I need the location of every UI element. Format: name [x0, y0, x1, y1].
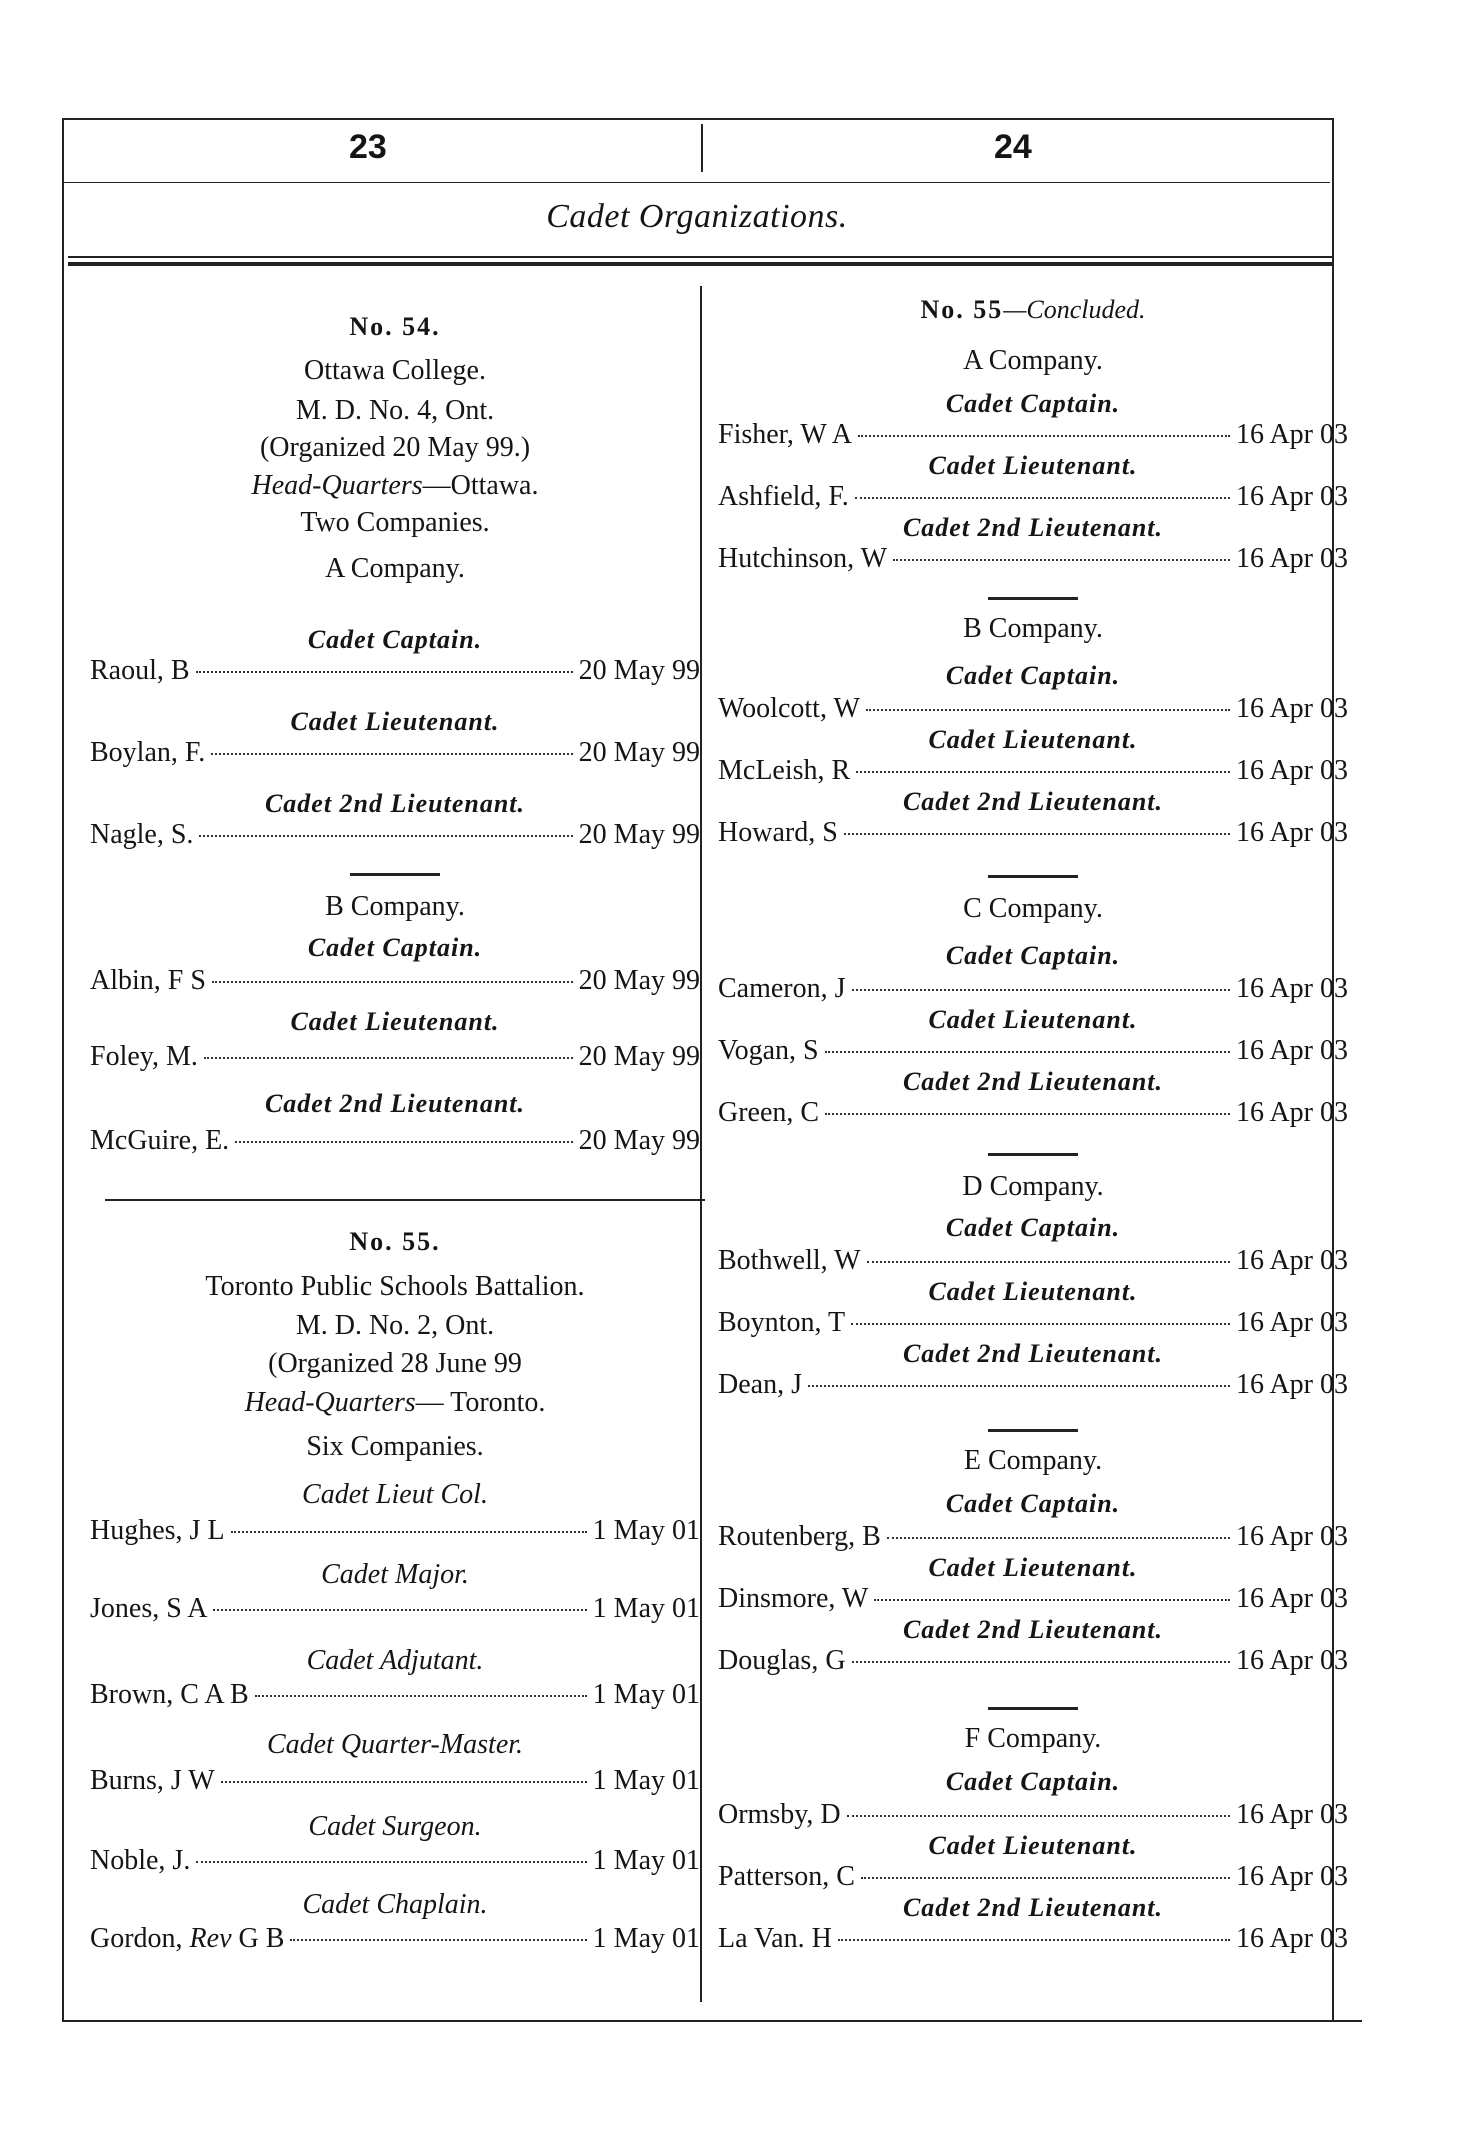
no55-hq-value: — Toronto. — [415, 1387, 546, 1418]
appointment-date: 16 Apr 03 — [1236, 1923, 1348, 1954]
appointment-date: 1 May 01 — [592, 1845, 700, 1876]
cadet-name: Bothwell, W — [718, 1245, 861, 1276]
roster-entry — [718, 1369, 1348, 1401]
roster-entry — [90, 1125, 700, 1157]
dot-leader — [212, 981, 573, 983]
no55-concluded-heading — [718, 295, 1348, 325]
roster-entry — [718, 1799, 1348, 1831]
appointment-date: 16 Apr 03 — [1236, 419, 1348, 450]
company-title: F Company. — [964, 1723, 1102, 1754]
no55-heading: No. 55. — [349, 1227, 441, 1256]
cadet-name: Ormsby, D — [718, 1799, 841, 1830]
roster-entry — [718, 817, 1348, 849]
section-divider — [988, 1707, 1078, 1710]
section-separator — [105, 1199, 705, 1201]
section-divider — [350, 873, 440, 876]
roster-entry — [90, 1679, 700, 1711]
dot-leader — [199, 835, 572, 837]
no54-b-company-title: B Company. — [325, 891, 465, 922]
no55-companies: Six Companies. — [306, 1431, 484, 1462]
page-number-header — [64, 120, 1330, 183]
roster-entry — [718, 1923, 1348, 1955]
roster-entry — [90, 1515, 700, 1547]
roster-entry — [718, 481, 1348, 513]
title-double-rule — [68, 256, 1332, 266]
rank-label: Cadet Lieutenant. — [928, 1831, 1138, 1860]
no54-hq-label: Head-Quarters — [251, 470, 423, 501]
appointment-date: 16 Apr 03 — [1236, 1097, 1348, 1128]
cadet-name-surname: Gordon, — [90, 1923, 190, 1954]
rank-label: Cadet Lieut Col. — [302, 1479, 488, 1510]
cadet-name: Noble, J. — [90, 1845, 191, 1876]
company-title: D Company. — [962, 1171, 1104, 1202]
rank-label: Cadet Lieutenant. — [928, 1005, 1138, 1034]
appointment-date: 16 Apr 03 — [1236, 481, 1348, 512]
rank-label: Cadet Lieutenant. — [928, 1553, 1138, 1582]
roster-entry — [90, 1765, 700, 1797]
rank-label: Cadet Captain. — [945, 389, 1121, 418]
roster-entry — [718, 973, 1348, 1005]
no54-hq-value: —Ottawa. — [422, 470, 539, 501]
appointment-date: 20 May 99 — [578, 737, 700, 768]
dot-leader — [196, 1861, 586, 1863]
rank-label: Cadet Captain. — [307, 933, 483, 962]
rank-label: Cadet Major. — [321, 1559, 469, 1590]
cadet-name: Albin, F S — [90, 965, 206, 996]
dot-leader — [855, 497, 1230, 499]
appointment-date: 20 May 99 — [578, 1041, 700, 1072]
roster-entry — [718, 543, 1348, 575]
cadet-name: Woolcott, W — [718, 693, 860, 724]
rank-label: Cadet 2nd Lieutenant. — [902, 1339, 1164, 1368]
dot-leader — [887, 1537, 1230, 1539]
rank-label: Cadet Lieutenant. — [928, 451, 1138, 480]
dot-leader — [196, 671, 573, 673]
appointment-date: 16 Apr 03 — [1236, 1861, 1348, 1892]
section-divider — [988, 597, 1078, 600]
dot-leader — [825, 1113, 1230, 1115]
appointment-date: 16 Apr 03 — [1236, 1583, 1348, 1614]
cadet-name: Jones, S A — [90, 1593, 208, 1624]
roster-entry — [718, 1583, 1348, 1615]
roster-entry — [90, 965, 700, 997]
roster-entry — [90, 1041, 700, 1073]
page-number-divider — [701, 124, 703, 172]
cadet-name: Ashfield, F. — [718, 481, 849, 512]
rank-label: Cadet Captain. — [307, 625, 483, 654]
page-title: Cadet Organizations. — [546, 198, 848, 235]
roster-entry — [718, 1861, 1348, 1893]
cadet-name: Foley, M. — [90, 1041, 198, 1072]
rank-label: Cadet Captain. — [945, 1767, 1121, 1796]
rank-label: Cadet Surgeon. — [308, 1811, 482, 1842]
rank-label: Cadet Captain. — [945, 1213, 1121, 1242]
roster-entry — [90, 1845, 700, 1877]
cadet-name: Vogan, S — [718, 1035, 819, 1066]
cadet-name — [90, 1923, 284, 1955]
bottom-rule — [62, 2020, 1362, 2022]
roster-entry — [718, 1521, 1348, 1553]
right-page-number: 24 — [994, 128, 1032, 166]
appointment-date: 20 May 99 — [578, 965, 700, 996]
no55-name: Toronto Public Schools Battalion. — [205, 1271, 585, 1302]
company-title: B Company. — [963, 613, 1103, 644]
appointment-date: 1 May 01 — [592, 1923, 700, 1954]
rank-label: Cadet 2nd Lieutenant. — [902, 513, 1164, 542]
dot-leader — [858, 435, 1230, 437]
cadet-name: Douglas, G — [718, 1645, 846, 1676]
appointment-date: 1 May 01 — [592, 1593, 700, 1624]
rank-label: Cadet Lieutenant. — [928, 725, 1138, 754]
dot-leader — [867, 1261, 1230, 1263]
appointment-date: 16 Apr 03 — [1236, 1307, 1348, 1338]
rank-label: Cadet 2nd Lieutenant. — [902, 787, 1164, 816]
rank-label: Cadet 2nd Lieutenant. — [902, 1067, 1164, 1096]
cadet-name: McGuire, E. — [90, 1125, 230, 1156]
section-divider — [988, 1153, 1078, 1156]
section-divider — [988, 1429, 1078, 1432]
dot-leader — [866, 709, 1230, 711]
rank-label: Cadet 2nd Lieutenant. — [264, 789, 526, 818]
cadet-name-title: Rev — [189, 1923, 232, 1954]
cadet-name: Boynton, T — [718, 1307, 846, 1338]
no55-concluded-number: No. 55 — [920, 295, 1004, 324]
rank-label: Cadet Adjutant. — [306, 1645, 484, 1676]
rank-label: Cadet Captain. — [945, 941, 1121, 970]
cadet-name: Brown, C A B — [90, 1679, 249, 1710]
dot-leader — [852, 989, 1230, 991]
dot-leader — [290, 1939, 586, 1941]
company-title: E Company. — [963, 1445, 1103, 1476]
rank-label: Cadet 2nd Lieutenant. — [264, 1089, 526, 1118]
rank-label: Cadet Lieutenant. — [290, 707, 500, 736]
roster-entry — [718, 1097, 1348, 1129]
roster-entry — [90, 737, 700, 769]
no54-organized: (Organized 20 May 99.) — [259, 432, 531, 463]
cadet-name: Raoul, B — [90, 655, 190, 686]
roster-entry — [718, 1035, 1348, 1067]
appointment-date: 16 Apr 03 — [1236, 1369, 1348, 1400]
cadet-name: Nagle, S. — [90, 819, 194, 850]
dot-leader — [844, 833, 1230, 835]
cadet-name-initials: G B — [231, 1923, 285, 1954]
cadet-name: Dean, J — [718, 1369, 802, 1400]
cadet-name: La Van. H — [718, 1923, 832, 1954]
roster-entry — [90, 655, 700, 687]
appointment-date: 16 Apr 03 — [1236, 1799, 1348, 1830]
roster-entry — [718, 1645, 1348, 1677]
dot-leader — [255, 1695, 587, 1697]
dot-leader — [856, 771, 1230, 773]
dot-leader — [893, 559, 1230, 561]
no54-companies: Two Companies. — [300, 507, 490, 538]
appointment-date: 20 May 99 — [578, 655, 700, 686]
column-divider — [700, 286, 702, 2002]
roster-entry — [90, 819, 700, 851]
roster-entry — [90, 1923, 700, 1955]
section-divider — [988, 875, 1078, 878]
roster-entry — [90, 1593, 700, 1625]
left-page-number: 23 — [349, 128, 387, 166]
cadet-name: Howard, S — [718, 817, 838, 848]
appointment-date: 20 May 99 — [578, 1125, 700, 1156]
appointment-date: 1 May 01 — [592, 1515, 700, 1546]
cadet-name: Fisher, W A — [718, 419, 852, 450]
appointment-date: 16 Apr 03 — [1236, 1245, 1348, 1276]
appointment-date: 1 May 01 — [592, 1765, 700, 1796]
appointment-date: 16 Apr 03 — [1236, 1645, 1348, 1676]
appointment-date: 16 Apr 03 — [1236, 693, 1348, 724]
no54-headquarters — [90, 470, 700, 502]
appointment-date: 16 Apr 03 — [1236, 755, 1348, 786]
rank-label: Cadet Quarter-Master. — [266, 1729, 524, 1760]
appointment-date: 16 Apr 03 — [1236, 973, 1348, 1004]
cadet-name: Routenberg, B — [718, 1521, 881, 1552]
rank-label: Cadet Captain. — [945, 1489, 1121, 1518]
cadet-name: Cameron, J — [718, 973, 846, 1004]
appointment-date: 16 Apr 03 — [1236, 543, 1348, 574]
rank-label: Cadet Captain. — [945, 661, 1121, 690]
roster-entry — [718, 419, 1348, 451]
cadet-name: Patterson, C — [718, 1861, 855, 1892]
no54-heading: No. 54. — [349, 312, 441, 341]
roster-entry — [718, 1245, 1348, 1277]
appointment-date: 20 May 99 — [578, 819, 700, 850]
cadet-name: Hutchinson, W — [718, 543, 888, 574]
dot-leader — [852, 1661, 1230, 1663]
no55-headquarters — [90, 1387, 700, 1419]
appointment-date: 16 Apr 03 — [1236, 1521, 1348, 1552]
dot-leader — [211, 753, 572, 755]
dot-leader — [231, 1531, 587, 1533]
company-title: C Company. — [963, 893, 1103, 924]
cadet-name: Dinsmore, W — [718, 1583, 869, 1614]
no54-a-company-title: A Company. — [325, 553, 465, 584]
cadet-name: Boylan, F. — [90, 737, 206, 768]
no55-hq-label: Head-Quarters — [244, 1387, 416, 1418]
dot-leader — [851, 1323, 1230, 1325]
appointment-date: 16 Apr 03 — [1236, 1035, 1348, 1066]
dot-leader — [213, 1609, 586, 1611]
rank-label: Cadet Chaplain. — [302, 1889, 488, 1920]
no55-organized: (Organized 28 June 99 — [268, 1348, 522, 1379]
rank-label: Cadet 2nd Lieutenant. — [902, 1615, 1164, 1644]
roster-entry — [718, 755, 1348, 787]
cadet-name: Hughes, J L — [90, 1515, 225, 1546]
dot-leader — [838, 1939, 1230, 1941]
appointment-date: 16 Apr 03 — [1236, 817, 1348, 848]
roster-entry — [718, 693, 1348, 725]
rank-label: Cadet Lieutenant. — [928, 1277, 1138, 1306]
dot-leader — [861, 1877, 1230, 1879]
no54-name: Ottawa College. — [304, 355, 486, 386]
no55-concluded-suffix: —Concluded. — [1003, 295, 1146, 324]
dot-leader — [204, 1057, 573, 1059]
rank-label: Cadet 2nd Lieutenant. — [902, 1893, 1164, 1922]
dot-leader — [825, 1051, 1230, 1053]
dot-leader — [221, 1781, 587, 1783]
cadet-name: Green, C — [718, 1097, 820, 1128]
roster-entry — [718, 1307, 1348, 1339]
no54-district: M. D. No. 4, Ont. — [295, 395, 495, 426]
rank-label: Cadet Lieutenant. — [290, 1007, 500, 1036]
dot-leader — [847, 1815, 1230, 1817]
dot-leader — [808, 1385, 1230, 1387]
cadet-name: McLeish, R — [718, 755, 851, 786]
appointment-date: 1 May 01 — [592, 1679, 700, 1710]
cadet-name: Burns, J W — [90, 1765, 215, 1796]
company-title: A Company. — [963, 345, 1103, 376]
no55-district: M. D. No. 2, Ont. — [295, 1310, 495, 1341]
dot-leader — [874, 1599, 1230, 1601]
dot-leader — [235, 1141, 572, 1143]
